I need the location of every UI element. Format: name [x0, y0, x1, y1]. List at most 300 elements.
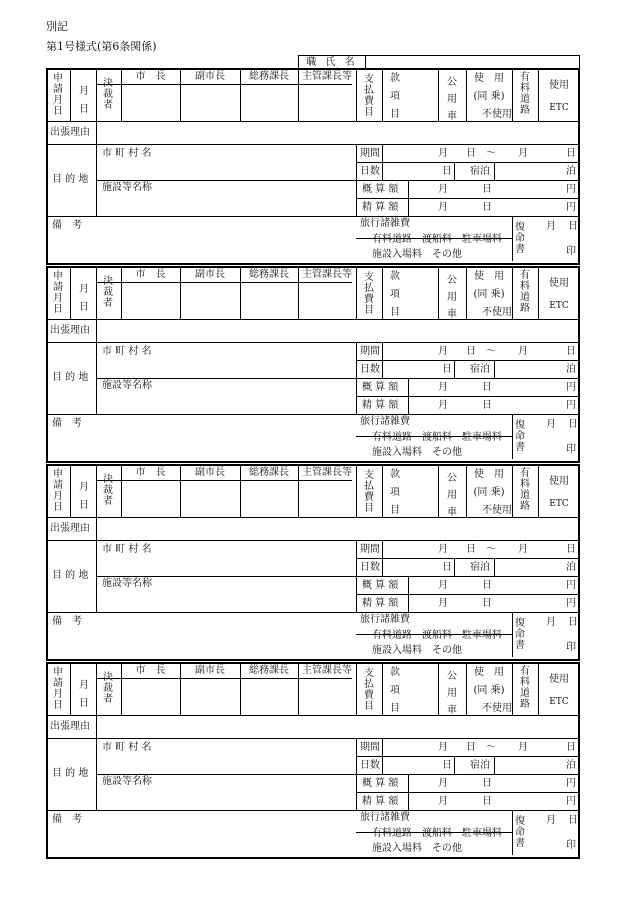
rule-line [96, 464, 97, 517]
payment-category-label-char: 払 [364, 679, 374, 690]
period-tilde: ～ [486, 346, 496, 357]
rule-line [408, 576, 409, 612]
approval-seal-box[interactable] [300, 482, 354, 515]
staff-name-field[interactable] [298, 55, 580, 69]
toll-road-label-char: 道 [520, 292, 530, 303]
days-label: 日数 [360, 166, 380, 177]
report-label-char: 復 [515, 816, 525, 827]
etc-use-label: 使用 [549, 476, 569, 487]
apply-date-label-char: 日 [53, 502, 63, 513]
report-day: 日 [568, 419, 578, 430]
kan-label: 款 [390, 271, 400, 282]
settlement-day: 日 [482, 202, 492, 213]
staff-name-label: 職 氏 名 [299, 56, 366, 69]
period-tilde: ～ [486, 148, 496, 159]
days-label: 日数 [360, 364, 380, 375]
approval-seal-box[interactable] [123, 284, 178, 317]
approver-label-char: 裁 [103, 683, 113, 694]
trip-reason-field[interactable] [100, 718, 576, 736]
nights-unit: 泊 [566, 364, 576, 375]
toll-road-label-char: 料 [520, 479, 530, 490]
rule-line [512, 266, 513, 319]
settlement-day: 日 [482, 598, 492, 609]
toll-road-label-char: 料 [520, 677, 530, 688]
settlement-day: 日 [482, 796, 492, 807]
payment-category-label-char: 費 [364, 294, 374, 305]
rule-line [494, 162, 495, 180]
etc-use-label: 使用 [549, 278, 569, 289]
rule-line [46, 715, 580, 716]
remarks-label: 備 考 [52, 814, 82, 825]
payment-category-label-char: 目 [364, 107, 374, 118]
rule-line [512, 464, 513, 517]
period-label: 期間 [360, 346, 380, 357]
moku-label: 目 [390, 505, 400, 516]
trip-reason-label: 出張理由 [50, 721, 90, 732]
fees-line-1: 有料道路 渡船料 駐車場料 [372, 630, 502, 641]
period-label: 期間 [360, 742, 380, 753]
trip-reason-field[interactable] [100, 322, 576, 340]
report-label-char: 命 [515, 827, 525, 838]
apply-date-label-char: 申 [53, 667, 63, 678]
days-unit: 日 [442, 166, 452, 177]
report-month: 月 [546, 419, 556, 430]
rule-line [382, 360, 383, 378]
apply-date-label-char: 月 [53, 95, 63, 106]
rule-line [70, 662, 71, 715]
kan-label: 款 [390, 469, 400, 480]
toll-road-label-char: 道 [520, 688, 530, 699]
use-label: 使 用 [474, 469, 504, 480]
report-label-char: 命 [515, 431, 525, 442]
public-car-label-char: 用 [447, 490, 457, 501]
form-grid [46, 464, 580, 661]
estimate-label: 概 算 額 [362, 778, 399, 789]
rule-line [356, 756, 580, 757]
report-label [514, 420, 526, 453]
apply-date-label-char: 日 [53, 700, 63, 711]
period-to-month: 月 [518, 544, 528, 555]
settlement-yen: 円 [566, 598, 576, 609]
ride-along-label: (同 乗) [473, 289, 505, 300]
estimate-label: 概 算 額 [362, 580, 399, 591]
payment-category-label-char: 支 [364, 668, 374, 679]
public-car-label-char: 用 [447, 94, 457, 105]
period-to-month: 月 [518, 148, 528, 159]
approval-seal-box[interactable] [123, 680, 178, 713]
rule-line [356, 464, 357, 517]
kou-label: 項 [390, 289, 400, 300]
rule-line [46, 414, 580, 415]
estimate-month: 月 [438, 778, 448, 789]
seal-label: 印 [566, 444, 576, 455]
period-to-day: 日 [566, 742, 576, 753]
approver-title-3: 主管課長等 [302, 665, 352, 676]
approval-seal-box[interactable] [182, 482, 238, 515]
apply-date-label-char: 申 [53, 469, 63, 480]
rule-line [382, 558, 383, 576]
rule-line [438, 266, 439, 319]
apply-date-label-char: 日 [53, 106, 63, 117]
settlement-month: 月 [438, 202, 448, 213]
municipality-label: 市 町 村 名 [102, 544, 152, 555]
period-from-month: 月 [438, 346, 448, 357]
approver-title-1: 副市長 [195, 665, 225, 676]
form-title: 第1号様式(第6条関係) [46, 40, 157, 53]
approver-title-0: 市 長 [135, 665, 166, 676]
report-label-char: 命 [515, 233, 525, 244]
approver-title-1: 副市長 [195, 269, 225, 280]
period-from-month: 月 [438, 544, 448, 555]
rule-line [96, 378, 356, 379]
report-label-char: 書 [515, 838, 525, 849]
rule-line [96, 266, 97, 319]
public-car-label [446, 470, 458, 521]
facility-label: 施設等名称 [102, 776, 152, 787]
estimate-month: 月 [438, 580, 448, 591]
period-from-day: 日 [466, 742, 476, 753]
settlement-month: 月 [438, 598, 448, 609]
approver-label-char: 決 [103, 78, 113, 89]
approver-title-0: 市 長 [135, 71, 166, 82]
rule-line [46, 121, 580, 122]
approver-label-char: 決 [103, 276, 113, 287]
kan-label: 款 [390, 73, 400, 84]
rule-line [96, 68, 97, 121]
rule-line [454, 360, 455, 378]
trip-reason-label: 出張理由 [50, 523, 90, 534]
period-from-day: 日 [466, 148, 476, 159]
approver-title-0: 市 長 [135, 467, 166, 478]
approval-seal-box[interactable] [242, 86, 296, 119]
rule-line [356, 360, 580, 361]
rule-line [494, 756, 495, 774]
apply-date-label [52, 469, 64, 513]
rule-line [382, 464, 383, 517]
rule-line [356, 792, 580, 793]
rule-line [46, 810, 580, 811]
days-label: 日数 [360, 760, 380, 771]
period-to-month: 月 [518, 742, 528, 753]
period-to-month: 月 [518, 346, 528, 357]
rule-line [70, 68, 71, 121]
rule-line [512, 662, 513, 715]
rule-line [96, 774, 356, 775]
payment-category-label-char: 支 [364, 470, 374, 481]
rule-line [96, 84, 352, 85]
rule-line [356, 396, 580, 397]
payment-category-label [363, 74, 375, 118]
rule-line [96, 715, 97, 738]
report-month: 月 [546, 815, 556, 826]
report-label [514, 618, 526, 651]
rule-line [356, 576, 580, 577]
days-unit: 日 [442, 364, 452, 375]
rule-line [494, 558, 495, 576]
approval-seal-box[interactable] [242, 284, 296, 317]
kou-label: 項 [390, 487, 400, 498]
apply-date-label [52, 667, 64, 711]
approval-seal-box[interactable] [182, 284, 238, 317]
report-day: 日 [568, 221, 578, 232]
rule-line [96, 121, 97, 144]
payment-category-label-char: 払 [364, 283, 374, 294]
etc-label: ETC [549, 697, 569, 707]
public-car-label-char: 車 [447, 705, 457, 716]
moku-label: 目 [390, 307, 400, 318]
rule-line [46, 738, 580, 739]
toll-road-label [519, 72, 531, 116]
rule-line [70, 266, 71, 319]
approver-label [102, 474, 114, 507]
trip-reason-field[interactable] [100, 124, 576, 142]
etc-use-label: 使用 [549, 674, 569, 685]
payment-category-label-char: 費 [364, 690, 374, 701]
period-tilde: ～ [486, 742, 496, 753]
approver-label-char: 裁 [103, 287, 113, 298]
destination-label: 目 的 地 [52, 768, 89, 779]
days-label: 日数 [360, 562, 380, 573]
estimate-month: 月 [438, 184, 448, 195]
approver-label-char: 裁 [103, 89, 113, 100]
rule-line [512, 414, 513, 459]
etc-use-label: 使用 [549, 80, 569, 91]
fees-line-2: 施設入場料 その他 [372, 447, 462, 458]
toll-road-label-char: 道 [520, 490, 530, 501]
rule-line [382, 162, 383, 180]
payment-category-label-char: 目 [364, 305, 374, 316]
remarks-label: 備 考 [52, 418, 82, 429]
payment-category-label-char: 目 [364, 701, 374, 712]
fees-line-2: 施設入場料 その他 [372, 843, 462, 854]
nights-unit: 泊 [566, 562, 576, 573]
appendix-label: 別記 [46, 20, 68, 33]
trip-reason-label: 出張理由 [50, 325, 90, 336]
rule-line [494, 360, 495, 378]
estimate-day: 日 [482, 382, 492, 393]
rule-line [46, 216, 580, 217]
payment-category-label-char: 目 [364, 503, 374, 514]
settlement-label: 精 算 額 [362, 598, 399, 609]
period-to-day: 日 [566, 544, 576, 555]
payment-category-label-char: 払 [364, 85, 374, 96]
approval-seal-box[interactable] [300, 284, 354, 317]
etc-label: ETC [549, 499, 569, 509]
estimate-day: 日 [482, 580, 492, 591]
rule-line [356, 162, 580, 163]
settlement-month: 月 [438, 796, 448, 807]
rule-line [356, 540, 357, 612]
payment-category-label-char: 費 [364, 492, 374, 503]
approver-label-char: 者 [103, 694, 113, 705]
rule-line [356, 378, 580, 379]
approval-seal-box[interactable] [182, 680, 238, 713]
destination-label: 目 的 地 [52, 372, 89, 383]
toll-road-label [519, 270, 531, 314]
rule-line [382, 540, 383, 558]
fees-line-2: 施設入場料 その他 [372, 645, 462, 656]
approval-seal-box[interactable] [182, 86, 238, 119]
toll-road-label [519, 468, 531, 512]
report-label-char: 命 [515, 629, 525, 640]
toll-road-label-char: 有 [520, 666, 530, 677]
seal-label: 印 [566, 246, 576, 257]
payment-category-label-char: 支 [364, 272, 374, 283]
report-label [514, 816, 526, 849]
report-label [514, 222, 526, 255]
rule-line [382, 266, 383, 319]
report-label-char: 復 [515, 222, 525, 233]
approver-label-char: 者 [103, 496, 113, 507]
month-label: 月 [79, 680, 89, 691]
estimate-day: 日 [482, 778, 492, 789]
toll-road-label-char: 路 [520, 303, 530, 314]
rule-line [96, 576, 356, 577]
nights-unit: 泊 [566, 760, 576, 771]
settlement-yen: 円 [566, 202, 576, 213]
approver-title-2: 総務課長 [249, 467, 289, 478]
estimate-yen: 円 [566, 778, 576, 789]
travel-form-block [46, 68, 580, 265]
rule-line [96, 738, 97, 810]
approver-title-2: 総務課長 [249, 71, 289, 82]
use-label: 使 用 [474, 271, 504, 282]
report-label-char: 書 [515, 244, 525, 255]
payment-category-label [363, 470, 375, 514]
estimate-yen: 円 [566, 382, 576, 393]
trip-reason-field[interactable] [100, 520, 576, 538]
payment-category-label [363, 272, 375, 316]
rule-line [96, 342, 97, 414]
payment-category-label-char: 費 [364, 96, 374, 107]
stay-label: 宿泊 [470, 760, 490, 771]
month-label: 月 [79, 482, 89, 493]
settlement-yen: 円 [566, 400, 576, 411]
rule-line [382, 756, 383, 774]
approver-label-char: 決 [103, 474, 113, 485]
form-grid [46, 662, 580, 859]
toll-road-label-char: 有 [520, 270, 530, 281]
kan-label: 款 [390, 667, 400, 678]
apply-date-label-char: 請 [53, 84, 63, 95]
etc-label: ETC [549, 301, 569, 311]
rule-line [512, 612, 513, 657]
apply-date-label-char: 日 [53, 304, 63, 315]
approver-title-3: 主管課長等 [302, 269, 352, 280]
public-car-label-char: 車 [447, 309, 457, 320]
rule-line [356, 180, 580, 181]
rule-line [382, 144, 383, 162]
rule-line [356, 198, 580, 199]
rule-line [356, 558, 580, 559]
rule-line [382, 738, 383, 756]
days-unit: 日 [442, 562, 452, 573]
settlement-label: 精 算 額 [362, 400, 399, 411]
rule-line [438, 68, 439, 121]
report-label-char: 書 [515, 640, 525, 651]
apply-date-label-char: 申 [53, 271, 63, 282]
public-car-label-char: 用 [447, 688, 457, 699]
rule-line [46, 517, 580, 518]
toll-road-label-char: 料 [520, 83, 530, 94]
public-car-label [446, 74, 458, 125]
rule-line [96, 144, 97, 216]
approval-seal-box[interactable] [242, 482, 296, 515]
rule-line [96, 180, 356, 181]
day-label: 日 [79, 500, 89, 511]
estimate-yen: 円 [566, 580, 576, 591]
day-label: 日 [79, 104, 89, 115]
rule-line [96, 319, 97, 342]
public-car-label-char: 公 [447, 671, 457, 682]
approval-seal-box[interactable] [123, 86, 178, 119]
rule-line [382, 662, 383, 715]
approval-seal-box[interactable] [123, 482, 178, 515]
rule-line [512, 810, 513, 855]
approval-seal-box[interactable] [300, 86, 354, 119]
kou-label: 項 [390, 91, 400, 102]
facility-label: 施設等名称 [102, 578, 152, 589]
rule-line [408, 180, 409, 216]
public-car-label-char: 用 [447, 292, 457, 303]
rule-line [356, 774, 580, 775]
travel-form-block [46, 662, 580, 859]
approver-title-2: 総務課長 [249, 665, 289, 676]
settlement-day: 日 [482, 400, 492, 411]
approval-seal-box[interactable] [300, 680, 354, 713]
travel-form-block [46, 464, 580, 661]
approver-title-3: 主管課長等 [302, 467, 352, 478]
day-label: 日 [79, 698, 89, 709]
day-label: 日 [79, 302, 89, 313]
public-car-label [446, 668, 458, 719]
period-from-month: 月 [438, 148, 448, 159]
public-car-label-char: 車 [447, 507, 457, 518]
rule-line [382, 68, 383, 121]
approval-seal-box[interactable] [242, 680, 296, 713]
public-car-label-char: 公 [447, 473, 457, 484]
rule-line [96, 282, 352, 283]
rule-line [454, 756, 455, 774]
misc-fees-label: 旅行諸雑費 [360, 614, 410, 625]
use-label: 使 用 [474, 73, 504, 84]
estimate-label: 概 算 額 [362, 184, 399, 195]
fees-line-1: 有料道路 渡船料 駐車場料 [372, 828, 502, 839]
estimate-day: 日 [482, 184, 492, 195]
toll-road-label [519, 666, 531, 710]
not-use-label: 不使用 [482, 703, 512, 714]
apply-date-label-char: 月 [53, 491, 63, 502]
rule-line [438, 662, 439, 715]
report-day: 日 [568, 815, 578, 826]
estimate-yen: 円 [566, 184, 576, 195]
toll-road-label-char: 有 [520, 72, 530, 83]
apply-date-label-char: 申 [53, 73, 63, 84]
municipality-label: 市 町 村 名 [102, 742, 152, 753]
approver-label-char: 決 [103, 672, 113, 683]
stay-label: 宿泊 [470, 364, 490, 375]
kou-label: 項 [390, 685, 400, 696]
apply-date-label-char: 請 [53, 480, 63, 491]
estimate-label: 概 算 額 [362, 382, 399, 393]
public-car-label-char: 公 [447, 77, 457, 88]
not-use-label: 不使用 [482, 505, 512, 516]
approver-title-3: 主管課長等 [302, 71, 352, 82]
rule-line [96, 517, 97, 540]
misc-fees-label: 旅行諸雑費 [360, 812, 410, 823]
apply-date-label [52, 271, 64, 315]
misc-fees-label: 旅行諸雑費 [360, 218, 410, 229]
